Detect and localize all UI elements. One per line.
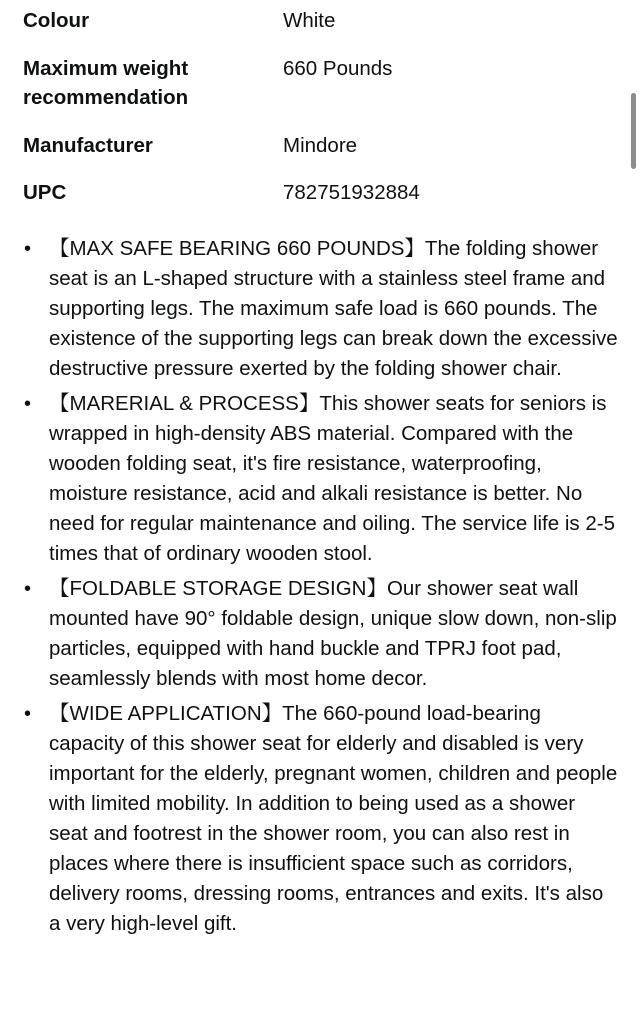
spec-row-upc <box>23 178 623 208</box>
bullet-dot: • <box>24 238 32 260</box>
feature-bullet <box>0 574 640 694</box>
spec-label: Maximum weight recommendation <box>23 56 189 109</box>
spec-value: White <box>283 9 336 32</box>
spec-label: Manufacturer <box>23 133 153 157</box>
bullet-dot: • <box>24 393 32 415</box>
feature-bullet-text: 【FOLDABLE STORAGE DESIGN】Our shower seat wall mounted have 90° foldable design, unique slow down, non-slip particles, equipped with hand buckle and TPRJ foot pad, seamlessly blends with most home decor. <box>49 577 617 690</box>
spec-label: Colour <box>23 9 90 32</box>
feature-bullet <box>0 699 640 939</box>
feature-bullet <box>0 389 640 569</box>
feature-bullet-list <box>0 234 640 944</box>
spec-row-max-weight <box>23 54 623 131</box>
bullet-dot: • <box>24 578 32 600</box>
feature-bullet <box>0 234 640 384</box>
bullet-dot: • <box>24 703 32 725</box>
spec-label: UPC <box>23 181 67 204</box>
spec-row-manufacturer <box>23 131 623 179</box>
feature-bullet-text: 【WIDE APPLICATION】The 660-pound load-bearing capacity of this shower seat for elderly and disabled is very important for the elderly, pregnant women, children and people with limited mobility. In addition to being used as a shower seat and footrest in the shower room, you can also rest in places where there is insufficient space such as corridors, delivery rooms, dressing rooms, entrances and exits. It's also a very high-level gift. <box>49 702 618 935</box>
spec-value: 660 Pounds <box>283 56 393 80</box>
feature-bullet-text: 【MARERIAL & PROCESS】This shower seats for seniors is wrapped in high-density ABS material. Compared with the wooden folding seat, it's fire resistance, waterproofing, moisture resistance, acid and alkali resistance is better. No need for regular maintenance and oiling. The service life is 2-5 times that of ordinary wooden stool. <box>49 392 615 565</box>
scrollbar-thumb[interactable] <box>631 93 636 169</box>
feature-bullet-text: 【MAX SAFE BEARING 660 POUNDS】The folding shower seat is an L-shaped structure with a stainless steel frame and supporting legs. The maximum safe load is 660 pounds. The existence of the supporting legs can break down the excessive destructive pressure exerted by the folding shower chair. <box>49 237 618 380</box>
spec-value: Mindore <box>283 133 358 157</box>
spec-row-colour <box>23 6 623 54</box>
product-specs-table <box>23 6 623 208</box>
spec-value: 782751932884 <box>283 181 420 204</box>
